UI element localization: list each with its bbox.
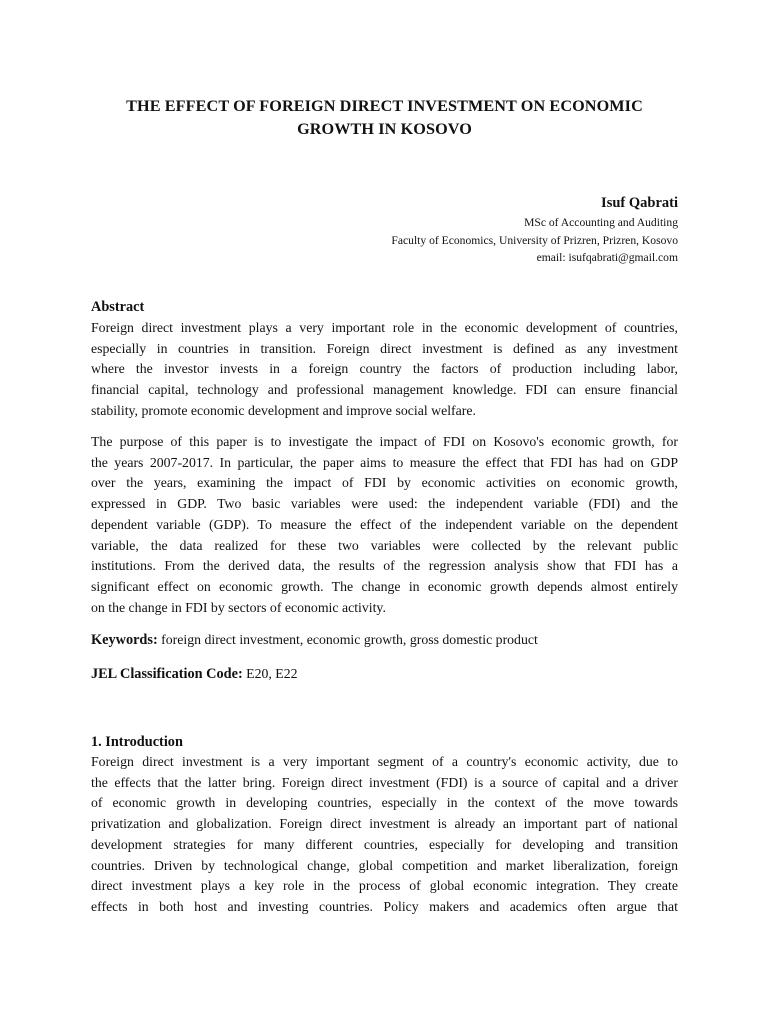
abstract-p1-line: stability, promote economic development and improve social welfare. (91, 402, 476, 418)
intro-line: the effects that the latter bring. Foreign direct investment (FDI) is a source of capital and a driver (91, 774, 678, 790)
author-block (391, 193, 678, 267)
jel-text: E20, E22 (246, 666, 298, 681)
abstract-paragraph-2 (91, 432, 678, 618)
abstract-p2-line: institutions. From the derived data, the results of the regression analysis show that FDI has a (91, 558, 678, 574)
abstract-p2-line: on the change in FDI by sectors of economic activity. (91, 599, 386, 615)
introduction-heading: 1. Introduction (91, 734, 183, 750)
abstract-p1-line: where the investor invests in a foreign country the factors of production including labor, (91, 361, 678, 377)
introduction-paragraph (91, 752, 678, 918)
abstract-p1-line: especially in countries in transition. Foreign direct investment is defined as any investment (91, 340, 678, 356)
intro-line: of economic growth in developing countries, especially in the context of the move towards (91, 795, 678, 811)
intro-line: privatization and globalization. Foreign direct investment is already an important part of national (91, 816, 678, 832)
keywords-line (91, 630, 538, 650)
title-line-1: THE EFFECT OF FOREIGN DIRECT INVESTMENT ON ECONOMIC (126, 97, 643, 115)
abstract-p2-line: significant effect on economic growth. The change in economic growth depends almost entirely (91, 578, 678, 594)
paper-title (91, 95, 678, 141)
intro-line: direct investment plays a key role in the process of global economic integration. They create (91, 878, 678, 894)
author-degree: MSc of Accounting and Auditing (524, 216, 678, 229)
author-name: Isuf Qabrati (601, 195, 678, 211)
intro-line: effects in both host and investing countries. Policy makers and academics often argue that (91, 898, 678, 914)
author-email: email: isufqabrati@gmail.com (536, 251, 678, 264)
intro-line: countries. Driven by technological change, global competition and market liberalization, foreign (91, 857, 678, 873)
keywords-text: foreign direct investment, economic growth, gross domestic product (161, 632, 538, 647)
abstract-p2-line: dependent variable (GDP). To measure the effect of the independent variable on the dependent (91, 516, 678, 532)
intro-line: Foreign direct investment is a very important segment of a country's economic activity, due to (91, 754, 678, 769)
abstract-paragraph-1 (91, 318, 678, 422)
keywords-label: Keywords: (91, 632, 158, 648)
jel-line (91, 664, 298, 684)
abstract-p2-line: expressed in GDP. Two basic variables were used: the independent variable (FDI) and the (91, 496, 678, 512)
abstract-p2-line: over the years, examining the impact of FDI by economic activities on economic growth, (91, 475, 678, 491)
abstract-p2-line: The purpose of this paper is to investigate the impact of FDI on Kosovo's economic growth, for (91, 434, 678, 449)
abstract-p1-line: financial capital, technology and professional management knowledge. FDI can ensure financial (91, 382, 678, 398)
abstract-heading: Abstract (91, 299, 145, 315)
jel-label: JEL Classification Code: (91, 666, 243, 682)
abstract-p2-line: variable, the data realized for these two variables were collected by the relevant public (91, 537, 678, 553)
abstract-p1-line: Foreign direct investment plays a very important role in the economic development of countries, (91, 320, 678, 335)
abstract-p2-line: the years 2007-2017. In particular, the paper aims to measure the effect that FDI has had on GDP (91, 454, 678, 470)
intro-line: development strategies for many different countries, especially for developing and transition (91, 836, 678, 852)
author-affiliation: Faculty of Economics, University of Prizren, Prizren, Kosovo (391, 233, 678, 247)
title-line-2: GROWTH IN KOSOVO (297, 120, 472, 138)
